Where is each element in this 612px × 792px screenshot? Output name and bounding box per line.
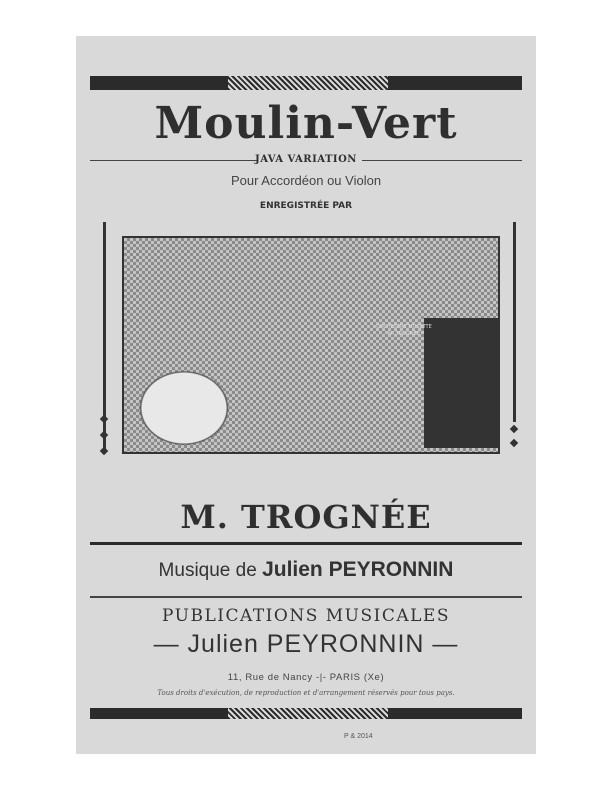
catalog-reference: P & 2014 [344, 733, 373, 740]
publisher-address: 11, Rue de Nancy -|- PARIS (Xe) [227, 672, 385, 683]
bottom-band-left [90, 708, 228, 719]
composer-name: Julien PEYRONNIN [262, 558, 454, 581]
rights-notice: Tous droits d'exécution, de reproduction et d'arrangement réservés pour tous pays. [157, 689, 455, 697]
song-title: Moulin-Vert [154, 98, 458, 149]
left-ornament-diamond [100, 431, 108, 439]
top-band-left [90, 76, 228, 90]
left-ornament-diamond [100, 415, 108, 423]
credit-rule [90, 596, 522, 598]
right-ornament-diamond [510, 439, 518, 447]
publisher-name: — Julien PEYRONNIN — [153, 630, 459, 658]
top-band-hatch [228, 76, 388, 90]
bottom-band-hatch [228, 708, 388, 719]
right-ornament-line [513, 222, 516, 422]
music-credit-prefix: Musique de [158, 560, 257, 581]
left-ornament-diamond [100, 447, 108, 455]
orchestra-photo [122, 236, 500, 454]
piano-sign: ORCHESTRE MUSETTE M. TROGNÉE [376, 324, 432, 337]
performer-name: M. TROGNÉE [180, 498, 432, 536]
instrumentation-text: Pour Accordéon ou Violon [230, 173, 382, 188]
song-subtitle: JAVA VARIATION [255, 154, 357, 165]
publisher-heading: PUBLICATIONS MUSICALES [162, 606, 450, 626]
performer-rule [90, 542, 522, 545]
top-band-right [388, 76, 522, 90]
bottom-band-right [388, 708, 522, 719]
music-credit [76, 558, 536, 582]
right-ornament-diamond [510, 425, 518, 433]
sheet-music-cover [76, 36, 536, 754]
recorded-by-label: ENREGISTRÉE PAR [259, 201, 353, 211]
